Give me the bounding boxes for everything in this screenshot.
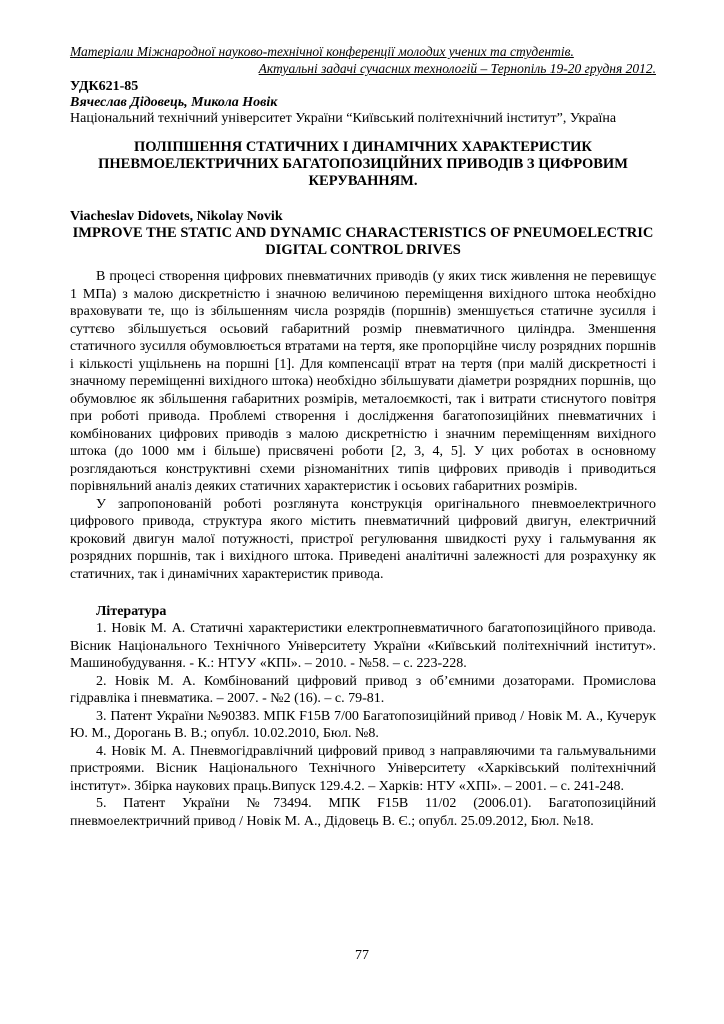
authors-english: Viacheslav Didovets, Nikolay Novik <box>70 209 283 224</box>
body-paragraph: У запропонованій роботі розглянута конструкція оригінального пневмоелектричного цифрового привода, структура якого містить пневматичний цифровий двигун, електричний кроковий двигун малої потужності, пристрої регулювання швидкості руху і гальмування як розрядних поршнів, так і вихідного штока. Приведені аналітичні залежності для розрахунку як статичних, так і динамічних характеристик привода. <box>70 496 656 582</box>
reference-item: 4. Новік М. А. Пневмогідравлічний цифровий привод з направляючими та гальмувальними пристроями. Вісник Національного Технічного Університету «Харківський політехнічний інститут». Збірка наукових праць.Випуск 129.4.2. – Харків: НТУ «ХПІ». – 2001. – с. 241-248. <box>70 743 656 794</box>
literature-heading: Література <box>96 604 167 619</box>
affiliation: Національний технічний університет України “Київський політехнічний інститут”, Україна <box>70 111 617 126</box>
reference-item: 1. Новік М. А. Статичні характеристики електропневматичного багатопозиційного привода. Вісник Національного Технічного Університету України «Київський політехнічний інститут». Машинобудування. - К.: НТУУ «КПІ». – 2010. - №58. – с. 223-228. <box>70 621 656 671</box>
page-number: 77 <box>355 948 369 963</box>
reference-item: 3. Патент України №90383. МПК F15B 7/00 Багатопозиційний привод / Новік М. А., Кучерук Ю. М., Дорогань В. В.; опубл. 10.02.2010, Бюл. №8. <box>70 708 656 741</box>
title-ukrainian: ПОЛІПШЕННЯ СТАТИЧНИХ І ДИНАМІЧНИХ ХАРАКТЕРИСТИК ПНЕВМОЕЛЕКТРИЧНИХ БАГАТОПОЗИЦІЙНИХ ПРИВОДІВ З ЦИФРОВИМ КЕРУВАННЯМ. <box>98 139 628 189</box>
body-paragraph: В процесі створення цифрових пневматичних приводів (у яких тиск живлення не перевищує 1 МПа) з малою дискретністю і значною величиною переміщення вихідного штока необхідно враховувати те, що із збільшенням числа розрядів (поршнів) зменшується статичне зусилля і суттєво збільшується осьовий габаритний розмір пневматичного циліндра. Зменшення статичного зусилля обумовлюється втратами на тертя, яке пропорційне числу розрядних поршнів і кількості ущільнень на поршні [1]. Для компенсації втрат на тертя (при малій дискретності і значному переміщенні вихідного штока) необхідно збільшувати діаметри розрядних поршнів, що обумовлює як збільшення габаритних розмірів, металоємкості, так і витрати стиснутого повітря при роботі привода. Проблемі створення і дослідження багатопозиційних пневматичних і комбінованих цифрових приводів з малою дискретністю і значним переміщенням вихідного штока (до 1000 мм і більше) присвячені роботи [2, 3, 4, 5]. У цих роботах в основному розглядаються конструктивні схеми різноманітних типів цифрових приводів і приводиться порівняльний аналіз деяких статичних характеристик і осьових габаритних розмірів. <box>70 269 656 494</box>
references-list <box>70 620 656 830</box>
reference-item: 2. Новік М. А. Комбінований цифровий привод з об’ємними дозаторами. Промислова гідравліка і пневматика. – 2007. - №2 (16). – с. 79-81. <box>70 673 656 706</box>
authors-ukrainian: Вячеслав Дідовець, Микола Новік <box>70 95 278 110</box>
title-english: IMPROVE THE STATIC AND DYNAMIC CHARACTERISTICS OF PNEUMOELECTRIC DIGITAL CONTROL DRIVES <box>72 225 654 258</box>
conference-header-line1: Матеріали Міжнародної науково-технічної конференції молодих учених та студентів. <box>70 44 574 59</box>
reference-item: 5. Патент України №73494. МПК F15B 11/02 (2006.01). Багатопозиційний пневмоелектричний привод / Новік М. А., Дідовець В. Є.; опубл. 25.09.2012, Бюл. №18. <box>70 796 656 829</box>
udk-code: УДК621-85 <box>70 79 139 94</box>
conference-header-line2: Актуальні задачі сучасних технологій – Тернопіль 19-20 грудня 2012. <box>258 61 656 76</box>
abstract-body <box>70 268 656 583</box>
